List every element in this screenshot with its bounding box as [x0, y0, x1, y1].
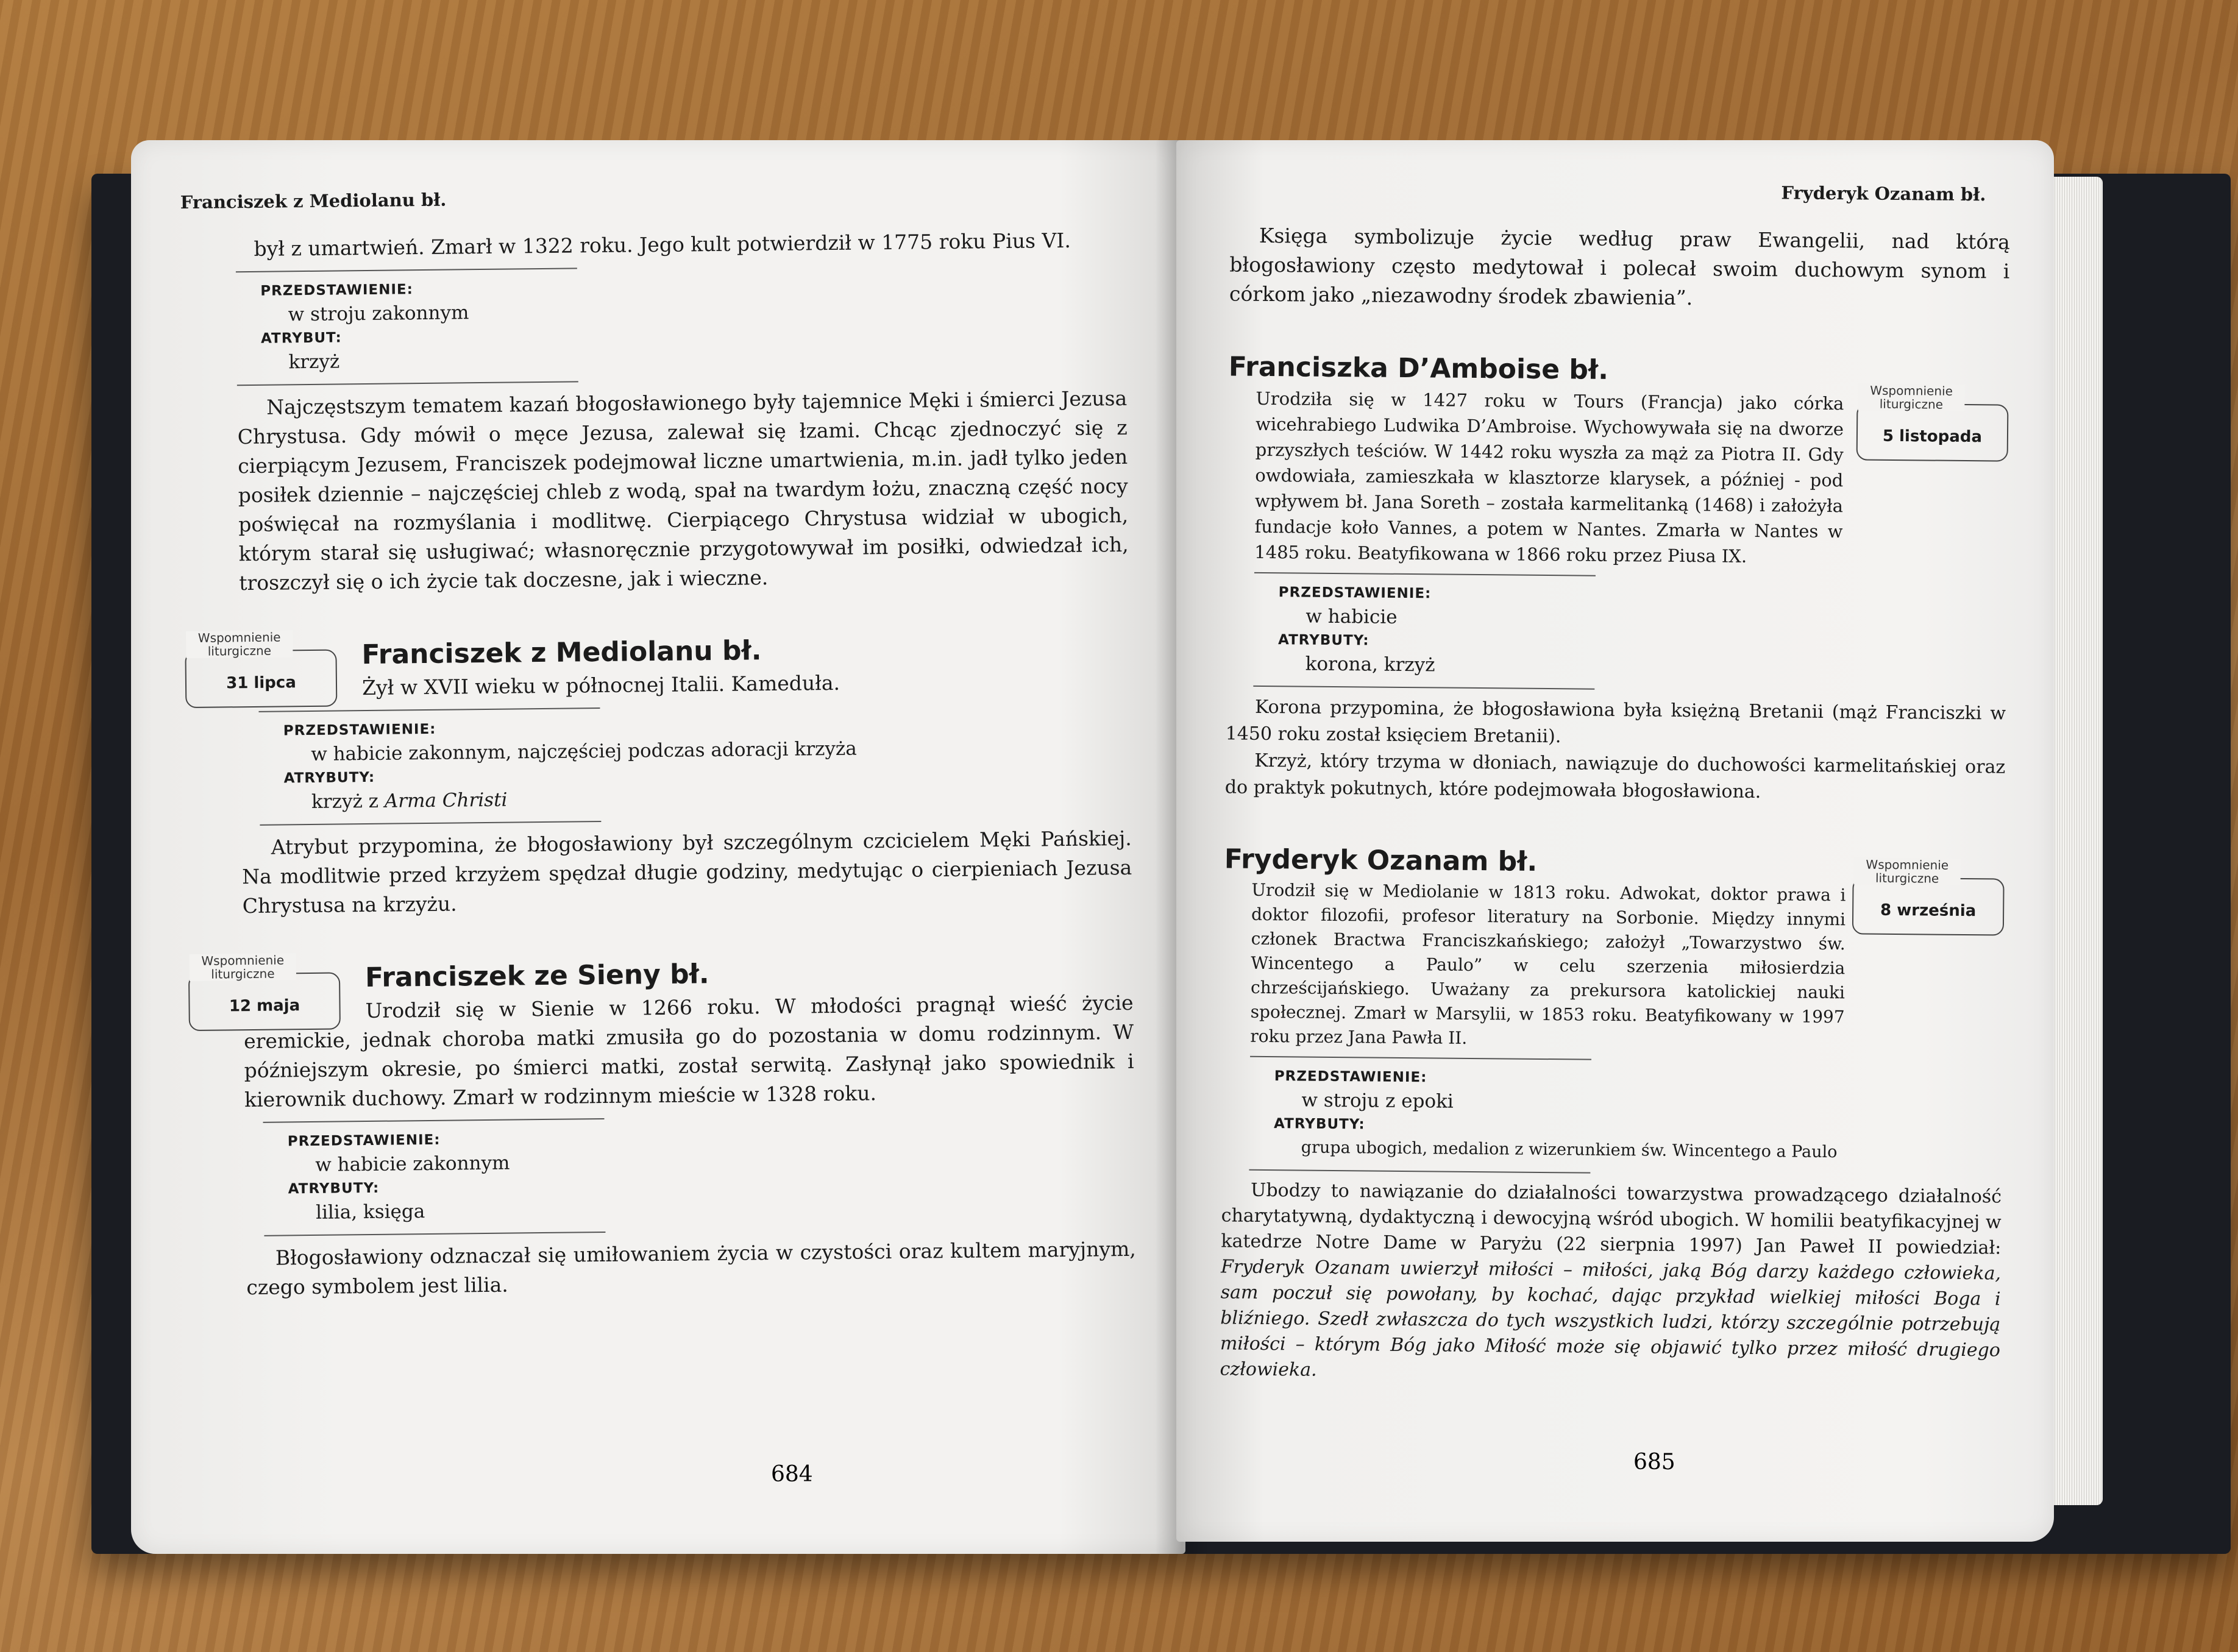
entry-text: Żył w XVII wieku w północnej Italii. Kameduła.: [361, 670, 840, 700]
meta-value: [284, 785, 601, 815]
meta-value: krzyż: [288, 350, 340, 374]
entry-title: Franciszek z Mediolanu bł.: [361, 635, 762, 671]
intro-text: Księga symbolizuje życie według praw Ewangelii, nad którą błogosławiony często medytował i polecał swoim duchowym synom i córkom jako „niezawodny środek zbawienia”.: [1229, 223, 2010, 310]
body-paragraph: Błogosławiony odznaczał się umiłowaniem życia w czystości oraz kultem maryjnym, czego symbolem jest lilia.: [246, 1236, 1136, 1300]
left-page-content: [180, 178, 1136, 1303]
entry-franciszka-damboise: [1225, 349, 2009, 807]
meta-value-italic: Arma Christi: [384, 789, 508, 812]
meta-value: korona, krzyż: [1305, 653, 1435, 676]
meta-label: ATRYBUTY:: [288, 1180, 380, 1197]
intro-text: był z umartwień. Zmarł w 1322 roku. Jego kult potwierdził w 1775 roku Pius VI.: [254, 228, 1071, 261]
body-paragraph: Najczęstszym tematem kazań błogosławionego były tajemnice Męki i śmierci Jezusa Chrystusa. Gdy mówił o męce Jezusa, zalewał się łzami. Chcąc zjednoczyć się z cierpiącym Jezusem, Franciszek podejmował liczne umartwienia, m.in. jadł tylko jeden posiłek dziennie – najczęściej chleb z wodą, spał na twardym łożu, znaczną część nocy poświęcał na rozmyślania i modlitwę. Cierpiącego Chrystusa widział w ubogich, którym starał się usługiwać; własnoręcznie przygotowywał im posiłki, odwiedzał ich, troszczył się o ich życie tak doczesne, jak i wieczne.: [237, 386, 1129, 595]
meta-value: w stroju zakonnym: [288, 302, 469, 326]
body-paragraph: [1220, 1177, 2002, 1389]
page-number: 685: [1633, 1450, 1675, 1475]
liturgical-memorial-date: 5 listopada: [1882, 427, 1983, 447]
running-head: Fryderyk Ozanam bł.: [1781, 182, 1986, 205]
entry-meta: [263, 1118, 606, 1236]
entry-title: Fryderyk Ozanam bł.: [1224, 843, 1538, 877]
liturgical-memorial-box: [188, 952, 341, 1031]
meta-value: w habicie zakonnym: [315, 1152, 510, 1176]
liturgical-memorial-label: Wspomnienie liturgiczne: [190, 953, 296, 981]
meta-label: ATRYBUT:: [260, 330, 342, 347]
entry-text: Urodził się w Sienie w 1266 roku. W młodości pragnął wieść życie eremickie, jednak choroba matki zmusiła go do pozostania w domu rodzinnym. W późniejszym okresie, po śmierci matki, został serwitą. Zasłynął jako spowiednik i kierownik duchowy. Zmarł w rodzinnym mieście w 1328 roku.: [243, 990, 1134, 1112]
entry-text: Urodziła się w 1427 roku w Tours (Francja) jako córka wicehrabiego Ludwika D’Ambroise. Wychowywała się na dworze przyszłych teściów. W 1442 roku wyszła za mąż za Piotra II. Gdy owdowiała, zamieszkała w klasztorze klarysek, a później - pod wpływem bł. Jana Soreth – została karmelitanką (1468) i założyła fundacje koło Vannes, a potem w Nantes. Zmarła w Nantes w 1485 roku. Beatyfikowana w 1866 roku przez Piusa IX.: [1254, 388, 1844, 567]
entry-title: Franciszek ze Sieny bł.: [364, 959, 709, 994]
liturgical-memorial-label: Wspomnienie liturgiczne: [1858, 383, 1964, 411]
meta-label: ATRYBUTY:: [1273, 1116, 1365, 1133]
liturgical-memorial-date: 31 lipca: [226, 673, 296, 693]
entry-title: Franciszka D’Amboise bł.: [1228, 351, 1609, 386]
running-head: Franciszek z Mediolanu bł.: [180, 189, 447, 213]
left-page: [131, 140, 1185, 1554]
meta-label: ATRYBUTY:: [1277, 632, 1369, 649]
meta-label: PRZEDSTAWIENIE:: [283, 721, 436, 739]
meta-value: w stroju z epoki: [1301, 1089, 1454, 1113]
intro-meta: [236, 268, 578, 386]
entry-franciszek-z-mediolanu: [185, 629, 1132, 921]
body-paragraph: Krzyż, który trzyma w dłoniach, nawiązuje do duchowości karmelitańskiej oraz do praktyk pokutnych, które podejmowała błogosławiona.: [1224, 750, 2006, 803]
meta-label: ATRYBUTY:: [283, 769, 375, 787]
liturgical-memorial-box: [185, 629, 337, 709]
liturgical-memorial-date: 12 maja: [229, 996, 300, 1016]
liturgical-memorial-box: [1856, 383, 2009, 461]
meta-label: PRZEDSTAWIENIE:: [287, 1132, 441, 1150]
entry-meta: [1249, 1056, 1838, 1174]
liturgical-memorial-box: [1852, 857, 2005, 935]
body-paragraph: Korona przypomina, że błogosławiona była księżną Bretanii (mąż Franciszki w 1450 roku został księciem Bretanii).: [1225, 696, 2006, 748]
right-page-content: [1220, 173, 2010, 1389]
liturgical-memorial-date: 8 września: [1880, 901, 1977, 921]
body-paragraph-text: Ubodzy to nawiązanie do działalności towarzystwa prowadzącego działalność charytatywną, dydaktyczną i dewocyjną wśród ubogich. W homilii beatyfikacyjnej w katedrze Notre Dame w Paryżu (22 sierpnia 1997) Jan Paweł II powiedział:: [1221, 1179, 2002, 1259]
entry-text: Urodził się w Mediolanie w 1813 roku. Adwokat, doktor prawa i doktor filozofii, profesor literatury na Sorbonie. Między innymi członek Bractwa Franciszkańskiego; założył „Towarzystwo św. Wincentego a Paulo” w celu szerzenia miłosierdzia chrześcijańskiego. Uważany za prekursora katolickiej nauki społecznej. Zmarł w Marsylii, w 1853 roku. Beatyfikowany w 1997 roku przez Jana Pawła II.: [1250, 879, 1846, 1048]
page-number: 684: [771, 1462, 813, 1487]
meta-label: PRZEDSTAWIENIE:: [1274, 1068, 1427, 1086]
liturgical-memorial-label: Wspomnienie liturgiczne: [1854, 857, 1961, 885]
entry-meta: [1253, 572, 1596, 690]
meta-label: PRZEDSTAWIENIE:: [260, 282, 414, 299]
meta-value: grupa ubogich, medalion z wizerunkiem św. Wincentego a Paulo: [1301, 1138, 1838, 1162]
meta-value: lilia, księga: [315, 1200, 425, 1224]
meta-label: PRZEDSTAWIENIE:: [1278, 584, 1432, 602]
quote-italic: Fryderyk Ozanam uwierzył miłości – miłości, jaką Bóg darzy każdego człowieka, sam poczuł się powołany, by kochać, dając przykład wielkiej miłości Boga i bliźniego. Szedł zwłaszcza do tych wszystkich ludzi, którzy szczególnie potrzebują miłości – którym Bóg jako Miłość może się objawić tylko przez miłość drugiego człowieka.: [1220, 1256, 2002, 1381]
meta-value-text: krzyż z: [311, 790, 385, 813]
liturgical-memorial-label: Wspomnienie liturgiczne: [186, 630, 293, 658]
page-edges: [2048, 177, 2103, 1505]
entry-meta: [258, 707, 857, 826]
body-paragraph: Atrybut przypomina, że błogosławiony był szczególnym czcicielem Męki Pańskiej. Na modlitwie przed krzyżem spędzał długie godziny, medytując o cierpieniach Jezusa Chrystusa na krzyżu.: [242, 826, 1132, 918]
meta-value: w habicie zakonnym, najczęściej podczas adoracji krzyża: [311, 737, 857, 765]
entry-fryderyk-ozanam: [1220, 841, 2005, 1389]
right-page: [1176, 140, 2054, 1542]
entry-franciszek-ze-sieny: [188, 952, 1137, 1303]
meta-value: w habicie: [1306, 605, 1398, 628]
